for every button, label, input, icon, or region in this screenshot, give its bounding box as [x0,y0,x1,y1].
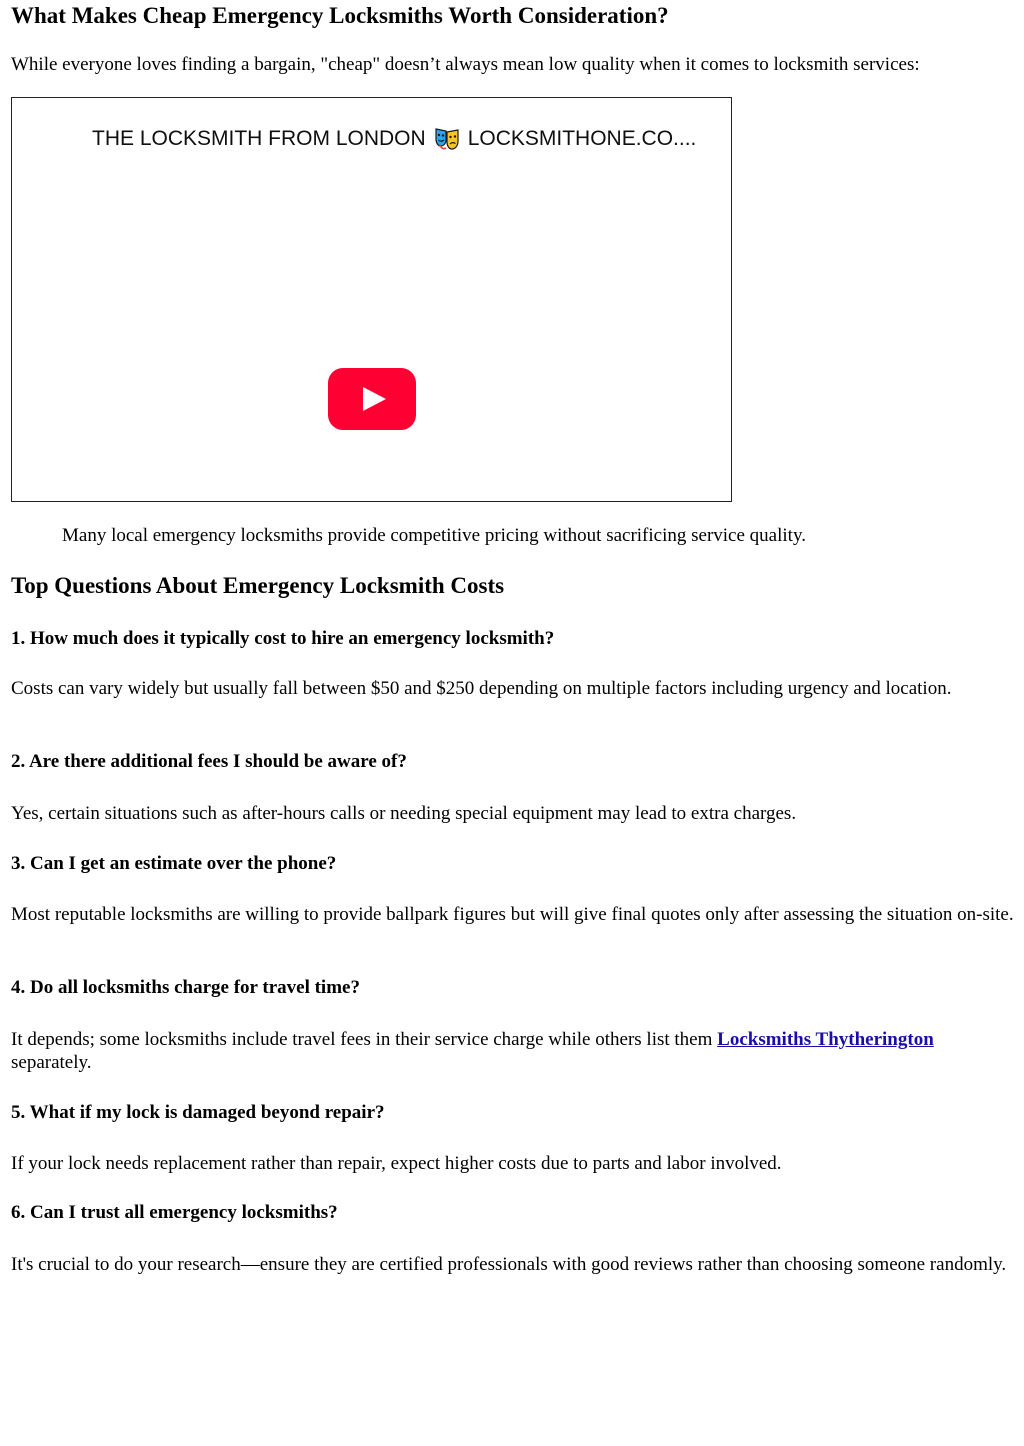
faq-answer-4 [11,1028,1016,1074]
faq-question-1: 1. How much does it typically cost to hire an emergency locksmith? [11,628,555,649]
section-heading-cheap-locksmiths: What Makes Cheap Emergency Locksmiths Worth Consideration? [11,3,669,28]
faq-question-4: 4. Do all locksmiths charge for travel time? [11,977,360,998]
video-title-part2: LOCKSMITHONE.CO.... [467,127,697,150]
faq-question-2: 2. Are there additional fees I should be aware of? [11,751,407,772]
faq-answer-3: Most reputable locksmiths are willing to provide ballpark figures but will give final quotes only after assessing the situation on-site. [11,904,1014,925]
locksmiths-thytherington-link[interactable]: Locksmiths Thytherington [717,1029,934,1050]
faq-answer-6: It's crucial to do your research—ensure they are certified professionals with good reviews rather than choosing someone randomly. [11,1254,1007,1275]
faq-question-3: 3. Can I get an estimate over the phone? [11,853,337,874]
video-title-part1: THE LOCKSMITH FROM LONDON [92,127,426,150]
faq-answer-1: Costs can vary widely but usually fall between $50 and $250 depending on multiple factors including urgency and location. [11,678,952,699]
section-heading-top-questions: Top Questions About Emergency Locksmith Costs [11,573,505,598]
theater-masks-icon [434,126,460,152]
embedded-video[interactable] [11,97,732,502]
video-title[interactable] [92,126,712,152]
play-icon [328,368,416,430]
faq-answer-4-text-end: separately. [11,1052,92,1073]
play-button[interactable] [328,368,416,430]
faq-answer-4-text: It depends; some locksmiths include travel fees in their service charge while others list them [11,1029,713,1050]
faq-question-6: 6. Can I trust all emergency locksmiths? [11,1202,338,1223]
faq-question-5: 5. What if my lock is damaged beyond repair? [11,1102,385,1123]
faq-answer-5: If your lock needs replacement rather than repair, expect higher costs due to parts and labor involved. [11,1153,782,1174]
intro-paragraph: While everyone loves finding a bargain, "cheap" doesn’t always mean low quality when it comes to locksmith services: [11,54,920,75]
faq-answer-2: Yes, certain situations such as after-hours calls or needing special equipment may lead to extra charges. [11,803,797,824]
video-caption: Many local emergency locksmiths provide competitive pricing without sacrificing service quality. [62,525,806,546]
